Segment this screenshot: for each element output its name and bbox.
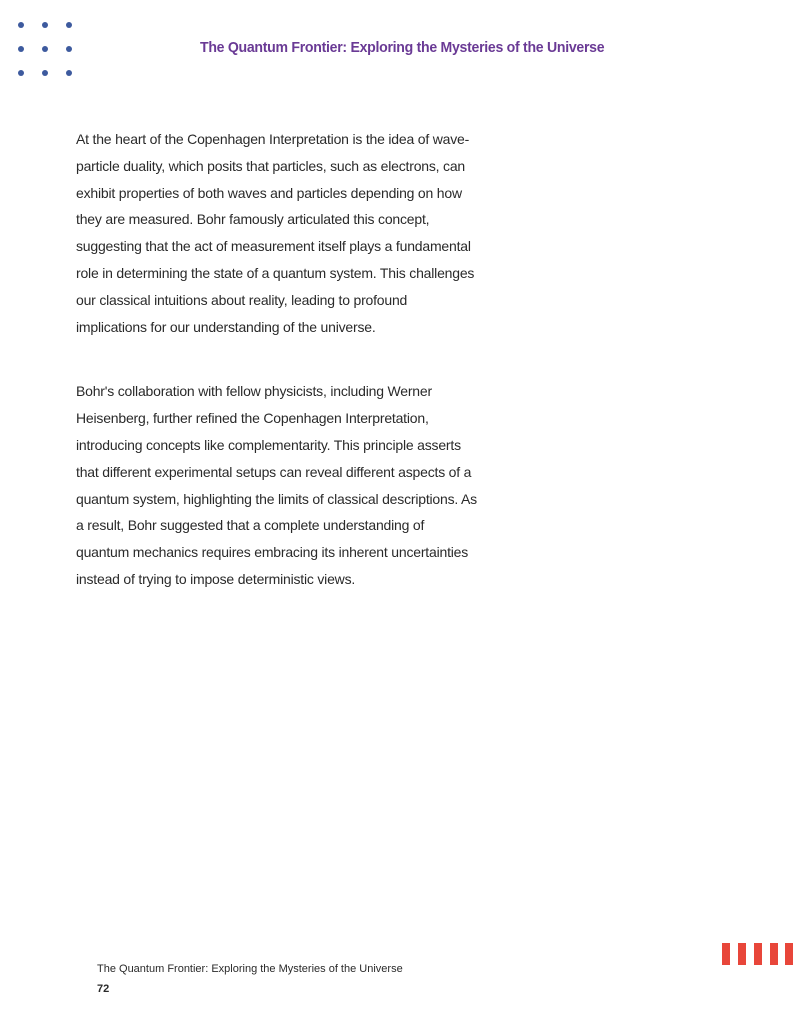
dot — [18, 46, 24, 52]
dot — [18, 22, 24, 28]
page-number: 72 — [97, 983, 110, 995]
header-title: The Quantum Frontier: Exploring the Mysteries of the Universe — [200, 39, 605, 56]
footer-title: The Quantum Frontier: Exploring the Mysteries of the Universe — [97, 963, 403, 975]
decorative-stripes — [722, 943, 794, 965]
stripe — [738, 943, 746, 965]
dot — [42, 70, 48, 76]
stripe — [754, 943, 762, 965]
dot — [66, 70, 72, 76]
body-text — [76, 126, 480, 631]
stripe — [770, 943, 778, 965]
stripe — [722, 943, 730, 965]
paragraph-1: At the heart of the Copenhagen Interpretation is the idea of wave-particle duality, which posits that particles, such as electrons, can exhibit properties of both waves and particles depending on how they are measured. Bohr famously articulated this concept, suggesting that the act of measurement itself plays a fundamental role in determining the state of a quantum system. This challenges our classical intuitions about reality, leading to profound implications for our understanding of the universe. — [76, 131, 475, 335]
dot — [66, 46, 72, 52]
dot — [18, 70, 24, 76]
dot — [42, 46, 48, 52]
dot — [66, 22, 72, 28]
decorative-dot-grid — [18, 22, 78, 80]
dot — [42, 22, 48, 28]
stripe — [785, 943, 793, 965]
paragraph-2: Bohr's collaboration with fellow physicists, including Werner Heisenberg, further refined the Copenhagen Interpretation, introducing concepts like complementarity. This principle asserts that different experimental setups can reveal different aspects of a quantum system, highlighting the limits of classical descriptions. As a result, Bohr suggested that a complete understanding of quantum mechanics requires embracing its inherent uncertainties instead of trying to impose deterministic views. — [76, 383, 477, 587]
